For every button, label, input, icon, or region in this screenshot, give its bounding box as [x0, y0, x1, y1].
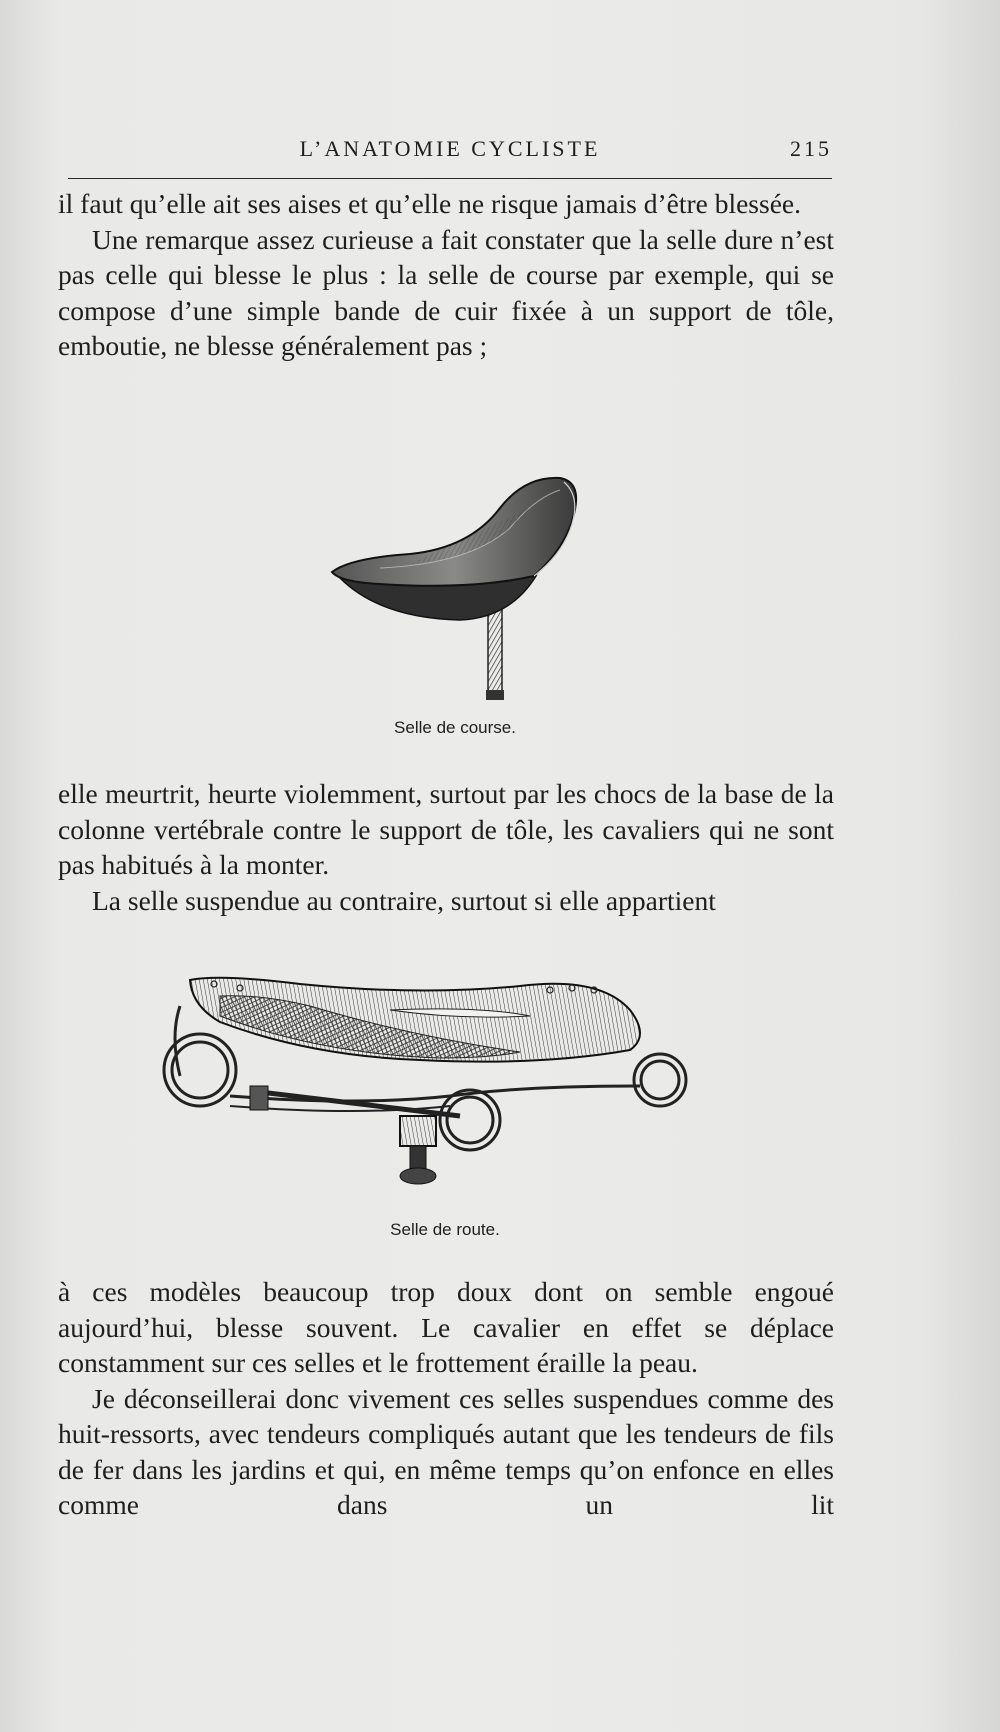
figure-caption-racing-saddle: Selle de course. [394, 718, 516, 737]
header-rule [68, 178, 832, 179]
figure-caption-road-saddle: Selle de route. [390, 1220, 500, 1239]
paragraph-suspended-saddle: La selle suspendue au contraire, surtout si elle appartient [92, 884, 716, 916]
paragraph-continued-2: elle meurtrit, heurte violemment, surtout par les chocs de la base de la colonne vertébrale contre le support de tôle, les cavaliers qui ne sont pas habitués à la monter. [58, 778, 834, 880]
text-block-top [58, 186, 834, 364]
page-header [68, 136, 832, 166]
text-block-middle [58, 776, 834, 918]
paragraph-continued: il faut qu’elle ait ses aises et qu’elle ne risque jamais d’être blessée. [58, 188, 801, 219]
text-block-bottom [58, 1274, 834, 1523]
road-saddle-illustration [160, 966, 730, 1216]
paragraph-saddle-remark: Une remarque assez curieuse a fait constater que la selle dure n’est pas celle qui blesse le plus : la selle de course par exemple, qui se compose d’une simple bande de cuir fixée à un support de tôle, emboutie, ne blesse généralement pas ; [58, 223, 834, 361]
paragraph-advice: Je déconseillerai donc vivement ces selles suspendues comme des huit-ressorts, avec tendeurs compliqués autant que les tendeurs de fils de fer dans les jardins et qui, en même temps qu’on enfonce en elles comme dans un lit [58, 1382, 834, 1520]
figure-racing-saddle [320, 468, 590, 738]
running-title: L’ANATOMIE CYCLISTE [299, 136, 601, 161]
page-number: 215 [790, 136, 832, 161]
figure-road-saddle [160, 966, 730, 1248]
paragraph-continued-3: à ces modèles beaucoup trop doux dont on semble engoué aujourd’hui, blesse souvent. Le cavalier en effet se déplace constamment sur ces selles et le frottement éraille la peau. [58, 1276, 834, 1378]
racing-saddle-illustration [320, 468, 590, 708]
